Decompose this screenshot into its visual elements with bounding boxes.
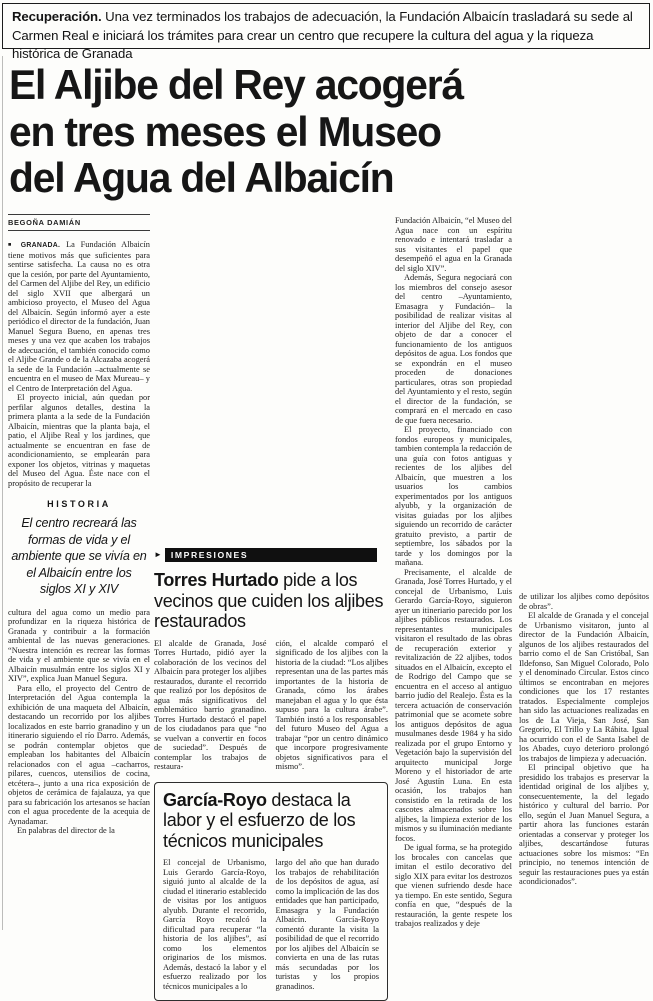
headline-line-1: El Aljibe del Rey acogerá bbox=[9, 62, 630, 109]
paragraph: cultura del agua como un medio para profundizar en la riqueza histórica de Granada y contribuir a la formación ambiental de las nuevas generaciones. “Nuestra intención es recrear las formas de vida y el ambiente que se vivía en el Albaicín musulmán entre los siglos XI y XIV”, explica Juan Manuel Segura. bbox=[8, 608, 150, 684]
headline-line-3: del Agua del Albaicín bbox=[9, 155, 630, 202]
paragraph: El proyecto inicial, aún quedan por perfilar algunos detalles, destina la primera planta a la sede de la Fundación Albaicín, mientras que la planta baja, el patio, el Aljibe Real y los jardines, que actualmente se encuentran en fase de acondicionamiento, se emplearán para exponer los objetos, vitrinas y maquetas del Museo del Agua. Éste nace con el propósito de recuperar la bbox=[8, 393, 150, 488]
article-column-3 bbox=[395, 216, 512, 929]
paragraph: Además, Segura negociará con los miembros del consejo asesor del centro –Ayuntamiento, Emasagra y Fundación– la posibilidad de realizar visitas al interior del Aljibe del Rey, con objeto de dar a conocer el funcionamiento de los antiguos depósitos de agua. Los fondos que se expondrán en el museo proceden de donaciones particulares, otras son propiedad del Ayuntamiento y el resto, según el director de la fundación, se comprará en el mercado en caso de que fuera necesario. bbox=[395, 273, 512, 425]
impressions-box-garcia-royo bbox=[154, 782, 388, 1001]
kicker-text: Una vez terminados los trabajos de adecuación, la Fundación Albaicín trasladará su sede al Carmen Real e iniciará los trámites para crear un centro que recupere la cultura del agua y la riqueza histórica de Granada bbox=[12, 9, 633, 61]
box-headline-name: Torres Hurtado bbox=[154, 570, 278, 590]
paragraph: Precisamente, el alcalde de Granada, José Torres Hurtado, y el concejal de Urbanismo, Luis Gerardo García-Royo, siguieron ayer un itineriario parecido por los aljibes públicos restaurados. Los representantes municipales visitaron el resultado de las obras de recuperación exterior y revitalización de 22 aljibes, todos situados en el Albaicín, excepto el de Rodrigo del Campo que se encuentra en el acceso al antiguo barrio judío del Realejo. Ésta es la tercera actuación de conservación patrimonial que se acomete sobre los antiguos depósitos de agua musulmanes desde 1984 y ha sido realizada por el grupo Entorno y Vegetación bajo la supervisión del arquitecto municipal Jorge Moreno y el historiador de arte José Agustín Luna. En esta ocasión, los trabajos han consistido en la retirada de los cascotes almacenados sobre los aljibes, la limpieza exterior de los mismos y su iluminación mediante focos. bbox=[395, 568, 512, 844]
paragraph: En palabras del director de la bbox=[8, 826, 150, 836]
box-headline-name: García-Royo bbox=[163, 790, 267, 810]
paragraph: De igual forma, se ha protegido los brocales con cancelas que imitan el estilo decorativo del siglo XIX para evitar los destrozos que vienen sufriendo desde hace ya tiempo. En este sentido, Segura confía en que, “después de la restauración, la gente respete los trabajos realizados y deje bbox=[395, 843, 512, 929]
main-headline bbox=[9, 62, 630, 202]
box-headline-rest: pide a los vecinos que cuiden los aljibes restaurados bbox=[154, 570, 383, 631]
arrow-right-icon: ► bbox=[154, 548, 162, 562]
box-headline bbox=[163, 790, 379, 852]
impressions-tab-label: IMPRESIONES bbox=[165, 548, 377, 562]
paragraph: El alcalde de Granada y el concejal de Urbanismo visitaron, junto al director de la Fundación Albaicín, algunos de los aljibes restaurados del barrio como el de San Cristóbal, San Ildefonso, San Miguel Colorado, Polo y el denominado Circular. Estos cinco últimos se encontraban en mejores condiciones que los 17 restantes tratados. Especialmente complejos han sido las actuaciones realizadas en los de La Vieja, San José, San Gregorio, El Trillo y La Rábita. Igual ha ocurrido con el de Santa Isabel de los Abades, cuyo deterioro prolongó los trabajos de limpieza y adecuación. bbox=[519, 611, 649, 763]
paragraph: El principal objetivo que ha presidido los trabajos es preservar la identidad original de los aljibes y, consecuentemente, la del legado histórico y cultural del barrio. Por ello, según el Juan Manuel Segura, a partir ahora las funciones estarán orientadas a conservar y proteger los aljibes, descartándose futuras actuaciones sobre los mismos: “En principio, no tenemos intención de seguir las restauraciones pues ya están acondicionados”. bbox=[519, 763, 649, 887]
box-column-b: largo del año que han durado los trabajos de rehabilitación de los depósitos de agua, así como la implicación de las dos entidades que han participado, Emasagra y la Fundación Albaicín. García-Royo comentó durante la visita la posibilidad de que el recorrido por los aljibes del Albaicín se convierta en una de las rutas más secundadas por los turistas y los propios granadinos. bbox=[276, 858, 380, 991]
headline-line-2: en tres meses el Museo bbox=[9, 109, 630, 156]
box-body bbox=[163, 858, 379, 991]
paragraph: Para ello, el proyecto del Centro de Interpretación del Agua contempla la exhibición de una maqueta del Albaicín, destacando un recorrido por los aljibes localizados en este barrio granadino y un itinerario siguiendo el río Darro. Además, se podrán contemplar objetos que empleaban los habitantes del Albaicín relacionados con el agua –cacharros, pilares, cuencos, utensilios de cocina, etcétera–, junto a una rica exposición de objetos de cerámica de fajalauza, ya que para su fabricación los artesanos se hacían con el agua procedente de la acequia de Aynadamar. bbox=[8, 684, 150, 827]
pullquote-text: El centro recreará las formas de vida y el ambiente que se vivía en el Albaicín entre los siglos XI y XIV bbox=[11, 515, 147, 598]
article-column-1 bbox=[8, 214, 150, 836]
paragraph bbox=[8, 240, 150, 393]
left-column-rule bbox=[2, 56, 3, 930]
box-column-a: El alcalde de Granada, José Torres Hurtado, pidió ayer la colaboración de los vecinos del Albaicín para proteger los aljibes restaurados, durante el recorrido que realizó por los depósitos de agua más significativos del emblemático barrio granadino. Torres Hurtado destacó el papel de los ciudadanos para que “no se vuelvan a convertir en focos de suciedad”. Después de contemplar los trabajos de restaura- bbox=[154, 639, 267, 772]
paragraph-text: La Fundación Albaicín tiene motivos más que suficientes para sentirse satisfecha. La causa no es otra que la cesión, por parte del Ayuntamiento, del Carmen del Aljibe del Rey, un edificio del siglo XVII que albergará un ambicioso proyecto, el Museo del Agua del Albaicín. Según informó ayer a este periódico el director de la fundación, Juan Manuel Segura Bueno, en apenas tres meses y una vez que acaben los trabajos de adecuación, el también conocido como el Aljibe Grande o de la Alcazaba acogerá la sede de la Fundación –actualmente se encuentra en el museo de Max Mureau– y el Centro de Interpretación del Agua. bbox=[8, 240, 150, 393]
byline bbox=[8, 214, 150, 231]
box-column-a: El concejal de Urbanismo, Luis Gerardo García-Royo, siguió junto al alcalde de la ciudad el itinerario establecido de visitas por los antiguos alyubb. Durante el recorrido, García Royo recalcó la dificultad para recuperar “la historia de los aljibes”, así como los elementos originarios de los mismos. Además, destacó la labor y el esfuerzo realizado por los técnicos municipales a lo bbox=[163, 858, 267, 991]
kicker-lead: Recuperación. bbox=[12, 9, 102, 24]
byline-name: BEGOÑA DAMIÁN bbox=[8, 218, 81, 227]
pullquote bbox=[11, 499, 147, 598]
article-column-4 bbox=[519, 592, 649, 887]
box-body bbox=[154, 639, 388, 772]
pullquote-label: HISTORIA bbox=[11, 499, 147, 509]
kicker-strip bbox=[2, 3, 650, 49]
impressions-box-torres-hurtado bbox=[154, 570, 388, 772]
dateline: GRANADA. bbox=[15, 242, 66, 249]
box-headline bbox=[154, 570, 388, 632]
impressions-tab bbox=[154, 548, 377, 562]
paragraph: de utilizar los aljibes como depósitos de obras”. bbox=[519, 592, 649, 611]
impressions-section bbox=[154, 548, 388, 1001]
paragraph: Fundación Albaicín, “el Museo del Agua nace con un espíritu renovado e intentará trasladar a sus visitantes el papel que desempeñó el agua en la Granada del siglo XIV”. bbox=[395, 216, 512, 273]
box-headline-rest: destaca la labor y el esfuerzo de los técnicos municipales bbox=[163, 790, 355, 851]
box-column-b: ción, el alcalde comparó el significado de los aljibes con la historia de la ciudad: “Los aljibes representan una de las partes más importantes de la historia de Granada, cómo los árabes manejaban el agua y lo que ésta supuso para la cultura árabe”. También instó a los responsables del futuro Museo del Agua a trabajar “por un centro dinámico que incorpore progresivamente objetos significativos para el mismo”. bbox=[276, 639, 389, 772]
square-bullet-icon: ■ bbox=[8, 242, 15, 248]
paragraph: El proyecto, financiado con fondos europeos y municipales, tambien contempla la redacción de una guía con fotos antiguas y recientes de los aljibes del Albaicín, que muestren a los usuarios los cambios experimentados por los antiguos alyubb, y la organización de visitas guiadas por los aljibes siguiendo un recorrido de carácter gratuito previsto, a partir de septiembre, los sábados por la tarde y los domingos por la mañana. bbox=[395, 425, 512, 568]
